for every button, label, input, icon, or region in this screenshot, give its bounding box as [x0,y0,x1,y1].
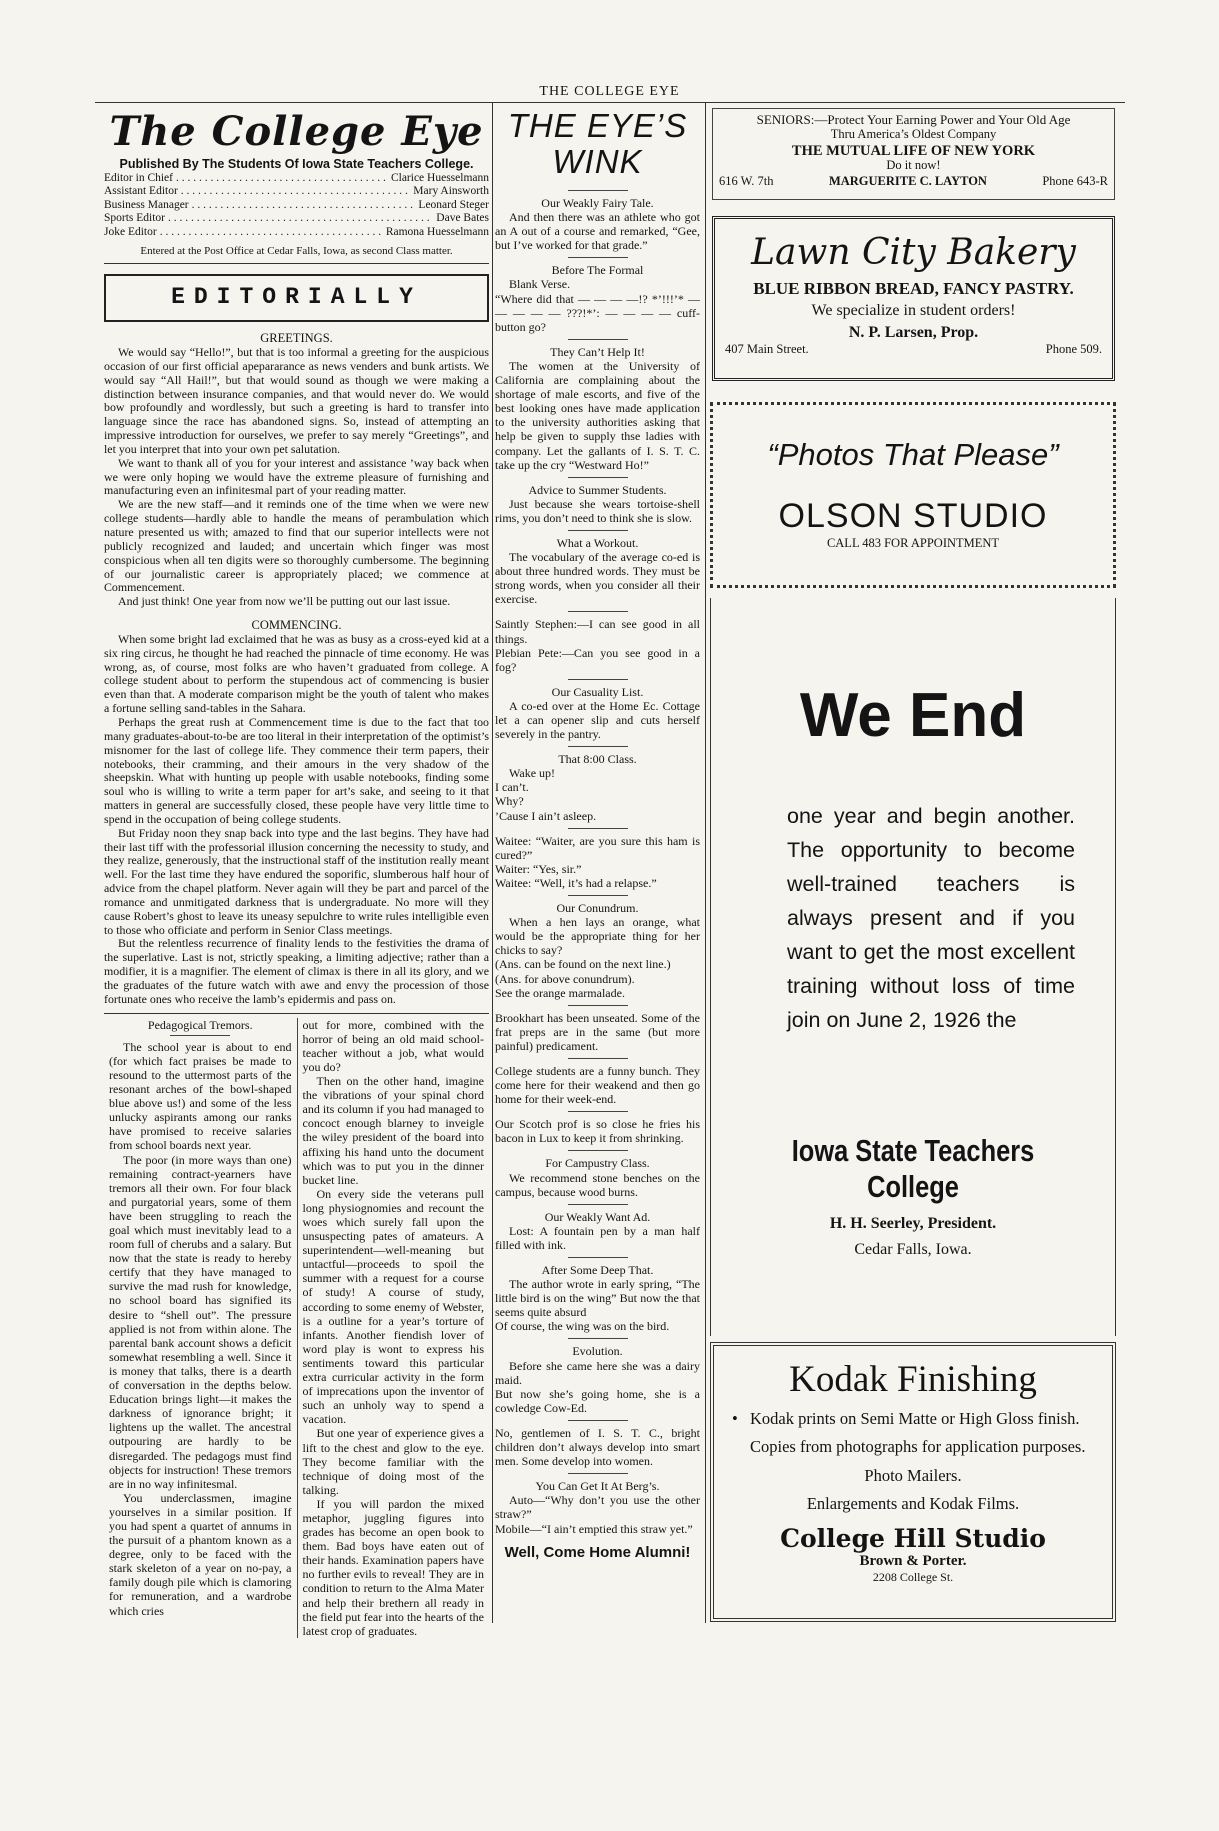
wink-item-title: Our Weakly Want Ad. [544,1209,651,1224]
staff-name: Leonard Steger [418,198,489,211]
wink-item-line: Brookhart has been unseated. Some of the frat preps are in the same (but more painful) predicament. [495,1010,700,1053]
staff-name: Ramona Huesselmann [385,225,489,238]
entry-notice: Entered at the Post Office at Cedar Falls, Iowa, as second Class matter. [104,245,489,264]
wink-item-title: Evolution. [572,1344,623,1359]
mutual-phone: Phone 643-R [1042,174,1108,188]
kodak-ad [710,1342,1116,1622]
wink-item-line: Mobile—“I ain’t emptied this straw yet.” [495,1521,693,1536]
wink-item-line: A co-ed over at the Home Ec. Cottage let a can opener slip and cuts herself severely in the pantry. [495,698,700,742]
commencing-title: COMMENCING. [251,618,342,633]
wink-item [495,752,700,822]
wink-item-line: ’Cause I ain’t asleep. [495,808,597,823]
kodak-line1 [732,1408,1094,1430]
greetings-paragraph: We are the new staff—and it reminds one of the time when we were new college students—hardly able to handle the means of perambulation which nature presented us with; amazed to find that our superior intellects were not publicly recognized and lauded; and uncertain which finger was most conspicious when all ten digits were so thoroughly cumbersome. The beginning of our journalistic career is appropriately placed; we commence at Commencement. [104,497,489,595]
wink-item [495,617,700,673]
mutual-address: 616 W. 7th [719,174,774,188]
wink-item-line: “Where did that — — — —!? *’!!!’* — — — — — ???!*’: — — — — cuff-button go? [495,291,700,334]
bakery-ad [712,216,1115,381]
staff-role: Joke Editor [104,225,157,238]
staff-role: Sports Editor [104,212,166,225]
leader-dots [192,199,416,213]
wink-item [495,901,700,1000]
college-name: Iowa State Teachers College [791,1133,1035,1204]
wink-item [495,1117,700,1145]
editorial-column [104,108,489,1638]
bakery-phone: Phone 509. [1045,342,1102,356]
wink-item-title: They Can’t Help It! [550,344,645,359]
kodak-address: 2208 College St. [872,1570,954,1584]
wink-item [495,685,700,741]
wink-item-line: We recommend stone benches on the campus, because wood burns. [495,1170,700,1199]
college-city: Cedar Falls, Iowa. [854,1241,972,1258]
staff-row [104,185,489,199]
wink-item-line: Saintly Stephen:—I can see good in all things. [495,617,700,646]
divider [568,530,628,531]
olson-studio-ad [710,402,1116,588]
wink-item [495,1263,700,1333]
bakery-name: Lawn City Bakery [751,232,1076,273]
eyes-wink-column [495,108,700,1560]
olson-slogan: “Photos That Please” [767,437,1059,472]
wink-item-line: The vocabulary of the average co-ed is about three hundred words. They must be strong words, when you consider all their exercise. [495,550,700,607]
greetings-body [104,346,489,609]
divider [568,1058,628,1059]
staff-row [104,199,489,213]
tremors-paragraph: The poor (in more ways than one) remaining contract-yearners have tremors all their own. For four black and purgatorial years, some of them have been struggling to reach the goal which must inevitably lead to a room full of cherubs and a salary. But now that the state is ready to hereby certify that they have managed to survive the mad rush for knowledge, no school board has signified its desire to “shell out”. The pressure applied is not from within alone. The parental bank account shows a deficit somewhat resembling a well. Since it is money that talks, there is a dearth of conversation in the depths below. Education brings light—it makes the darkness of ignorance bright; it lightens up the wallet. The ancestral outpouring are hardly to be disregarded. The pedagogs must find objects for instruction! These tremors are in no way infinitesmal. [109,1152,292,1491]
tremors-paragraph: You underclassmen, imagine yourselves in a similar position. If you had spent a quartet of annums in the pursuit of a phantom known as a degree, only to be faced with the stark skeleton of a year on no-pay, a family dough pile which is clamoring for remuneration, and a wardrobe which cries [109,1490,292,1618]
mutual-contact-row [719,174,1108,188]
wink-item-line: Waitee: “Waiter, are you sure this ham is cured?” [495,833,700,862]
greetings-paragraph: We want to thank all of you for your interest and assistance ’way back when we were only hoping we would have the extreme pleasure of furnishing and manufacturing even an infinitesmal part of your reading matter. [104,455,489,498]
divider [568,257,628,258]
wink-item-line: (Ans. can be found on the next line.) [495,957,671,972]
tremors-paragraph: On every side the veterans pull long physiognomies and recount the woes which surely fall upon the unsuspecting pates of amateurs. A superintendent—well-meaning but untactful—proceeds to spoil the summer with a request for a course of study! A course of study, according to some enemy of Webster, is a outline for a year’s torture of infants. Another fiendish lover of word play is wont to express his sentiments toward this particular extra curricular activity in the form of imprecations upon the inventor of such an unholy way to spend a vacation. [302,1186,484,1427]
college-president: H. H. Seerley, President. [829,1215,997,1232]
running-head: THE COLLEGE EYE [539,84,680,99]
college-ad [710,598,1116,1336]
wink-item-title: Our Conundrum. [556,901,639,916]
divider [568,679,628,680]
mutual-line2: Thru America’s Oldest Company [830,127,997,141]
staff-row [104,172,489,186]
commencing-paragraph: But Friday noon they snap back into type and the last begins. They have had their last tiff with the professorial illusion concerning the necessity to study, and they realize, generously, that the instructional staff of the institution really meant well. For the last time they have endured the soporific, slumberous half hour of advice from the chapel platform. Never again will they be part and parcel of the romance and unmitigated darkness that is undergraduate. No more will they cause Robert’s ghost to leave its uneasy sepulchre to write rules intelligible even to those who officiate and perform in Senior Class meetings. [104,825,489,937]
commencing-body [104,633,489,1007]
wink-item [495,1426,700,1468]
wink-items [495,196,700,1536]
kodak-owners: Brown & Porter. [859,1553,967,1569]
mutual-company: THE MUTUAL LIFE OF NEW YORK [791,143,1036,159]
wink-item-line: Waiter: “Yes, sir.” [495,861,582,876]
divider [568,477,628,478]
kodak-line2: Copies from photographs for application purposes. [750,1437,1086,1456]
divider [170,1035,230,1036]
staff-row [104,212,489,226]
divider [568,1111,628,1112]
wink-title-line1: THE EYE’S [507,107,688,144]
bakery-contact-row [725,342,1102,357]
wink-item-line: Plebian Pete:—Can you see good in a fog? [495,645,700,674]
tremors-title: Pedagogical Tremors. [147,1017,253,1032]
wink-item-title: For Campustry Class. [545,1156,650,1171]
mutual-life-ad [712,108,1115,200]
column-rule [492,103,493,1623]
wink-item-title: Our Casuality List. [551,684,644,699]
wink-item [495,1156,700,1198]
commencing-paragraph: But the relentless recurrence of finality lends to the festivities the drama of the superlative. Last is not, strictly speaking, a limiting adjective; rather than a modifier, it is a magnifier. The element of climax is there in all its glory, and we the graduates of the future watch with awe and envy the procession of those fortunate ones who receive the lamb’s epidermis and pass on. [104,936,489,1006]
divider [568,1005,628,1006]
olson-name: OLSON STUDIO [778,497,1048,535]
wink-item-line: Of course, the wing was on the bird. [495,1319,670,1334]
divider [568,1473,628,1474]
wink-item [495,196,700,252]
wink-item-line: (Ans. for above conundrum). [495,971,635,986]
leader-dots [168,212,433,226]
closing-line: Well, Come Home Alumni! [504,1543,691,1561]
mutual-line1: SENIORS:—Protect Your Earning Power and Your Old Age [756,112,1071,127]
wink-item-line: I can’t. [495,780,529,795]
wink-item [495,536,700,606]
divider [568,611,628,612]
wink-item [495,1344,700,1414]
wink-item-line: Wake up! [509,766,556,781]
masthead-publisher: Published By The Students Of Iowa State Teachers College. [119,157,474,171]
wink-item-line: College students are a funny bunch. They come here for their weakend and then go home for their week-end. [495,1063,700,1107]
tremors-paragraph: But one year of experience gives a lift to the chest and glow to the eye. They become familiar with the technique of doing most of the talking. [302,1426,484,1497]
bakery-address: 407 Main Street. [725,342,809,356]
wink-item-line: Why? [495,794,524,809]
staff-name: Mary Ainsworth [413,185,489,198]
wink-item-title: You Can Get It At Berg’s. [535,1479,660,1494]
tremors-article [104,1013,489,1638]
leader-dots [160,226,383,240]
divider [568,895,628,896]
staff-role: Business Manager [104,198,189,211]
divider [568,1204,628,1205]
olson-call: CALL 483 FOR APPOINTMENT [826,536,1000,550]
kodak-studio: College Hill Studio [780,1524,1046,1553]
wink-item-title: Advice to Summer Students. [528,482,667,497]
kodak-headline: Kodak Finishing [789,1359,1037,1400]
kodak-line4: Enlargements and Kodak Films. [806,1494,1020,1513]
leader-dots [181,185,410,199]
wink-item-line: And then there was an athlete who got an A out of a course and remarked, “Gee, but I’ve worked for that grade.” [495,210,700,253]
bullet: • [732,1409,738,1428]
wink-item-line: See the orange marmalade. [495,985,625,1000]
masthead-title: The College Eye [109,108,484,155]
staff-role: Editor in Chief [104,171,173,184]
tremors-paragraph: out for more, combined with the horror of being an old maid school-teacher without a job, what would you do? [302,1017,484,1074]
mutual-agent: MARGUERITE C. LAYTON [828,174,987,188]
tremors-right-column [297,1018,490,1638]
wink-item-line: Blank Verse. [509,277,571,292]
tremors-right-text [303,1018,485,1638]
wink-item [495,1479,700,1535]
staff-role: Assistant Editor [104,185,178,198]
column-rule [705,103,706,1623]
commencing-paragraph: When some bright lad exclaimed that he was as busy as a cross-eyed kid at a six ring circus, he thought he had reached the pinnacle of time economy. He was wrong, as, of course, most folks are who haven’t graduated from college. A college student about to perform the stupendous act of commencing is busier even than that. A moderate comparison might be the youth of talent who makes a fortune selling sand-tables in the Sahara. [104,631,489,716]
bakery-tagline: BLUE RIBBON BREAD, FANCY PASTRY. [753,279,1074,298]
wink-item-line: No, gentlemen of I. S. T. C., bright children don’t always develop into smart men. Some develop into women. [495,1425,700,1469]
divider [568,828,628,829]
wink-item-line: When a hen lays an orange, what would be the appropriate thing for her chicks to say? [495,915,700,958]
wink-item-title: Before The Formal [551,263,644,278]
wink-item-title: That 8:00 Class. [558,752,637,767]
tremors-paragraph: The school year is about to end (for which fact praises be made to resound to the uttermost parts of the resonant arches of the bowl-shaped blue above us!) and some of the less unlucky aspirants among our ranks have promised to receive salaries from school boards next year. [109,1039,292,1153]
commencing-paragraph: Perhaps the great rush at Commencement time is due to the fact that too many graduates-about-to-be are too literal in their interpretation of the optimist’s misnomer for the last of college life. They commence their term papers, their notebooks, their cramming, and their amours in the very shadow of the sheepskin. What with hunting up people with usable notebooks, finding some soul who is willing to write a term paper for art’s sake, and seeing to it that matters in general are successfully closed, these people have very little time to spend in the occupation of being college students. [104,714,489,826]
wink-item-line: But now she’s going home, she is a cowledge Cow-Ed. [495,1386,700,1415]
college-body: one year and begin another. The opportunity to become well-trained teachers is always present and if you want to get the most excellent training without loss of time join on June 2, 1926 the [787,804,1075,1032]
wink-item [495,345,700,472]
editorially-banner: EDITORIALLY [104,274,489,322]
bakery-orders: We specialize in student orders! [811,302,1016,319]
wink-item [495,263,700,333]
staff-name: Clarice Huesselmann [390,171,489,184]
tremors-paragraph: If you will pardon the mixed metaphor, juggling figures into grades has become an open book to them. Bad boys have eaten out of their hands. Examination papers have no further evils to reveal! They are in condition to return to the Alma Mater and help their brethern all ready in the field put fear into the hearts of the latest crop of graduates. [302,1496,484,1638]
college-headline: We End [799,681,1027,750]
wink-item-title: What a Workout. [556,535,639,550]
divider [568,1257,628,1258]
greetings-paragraph: We would say “Hello!”, but that is too informal a greeting for the auspicious occasion of our first official apepararance as news venders and bunk artists. We would say “All Hail!”, but that would sound as though we were making a distinction between insurance companies, and that would never do. We would bow profoundly and wordlessly, but such a greeting is hard to transfer into language since the race has abandoned signs. So, instead of attempting an impressive introduction for ourselves, we prefer to say merely “Greetings”, and let you interpret that into your own pet salutation. [104,345,489,456]
wink-item-line: The women at the University of California are complaining about the shortage of male escorts, and five of the best looking ones have made application to the university authorities asking that help be given to supply thse ladies with company. Let the gallants of I. S. T. C. take up the cry “Westward Ho!” [495,358,700,472]
wink-item [495,834,700,890]
kodak-line1-text: Kodak prints on Semi Matte or High Gloss finish. [750,1409,1080,1428]
divider [568,1338,628,1339]
wink-item [495,1064,700,1106]
divider [568,746,628,747]
tremors-left-column [104,1018,297,1638]
tremors-paragraph: Then on the other hand, imagine the vibrations of your spinal chord and its column if you had managed to concoct enough blarney to inveigle the wiley president of the board into affixing his hand unto the document which was to put you in the dinner bucket line. [302,1074,484,1187]
top-rule [95,102,1125,103]
staff-name: Dave Bates [436,212,489,225]
wink-item-title: Our Weakly Fairy Tale. [541,196,654,210]
wink-title-line2: WINK [552,143,643,180]
wink-item-line: Just because she wears tortoise-shell rims, you don’t need to think she is slow. [495,496,700,525]
wink-item-title: After Some Deep That. [541,1263,654,1277]
wink-item-line: Our Scotch prof is so close he fries his bacon in Lux to keep it from shrinking. [495,1117,700,1146]
divider [568,339,628,340]
wink-item-line: Auto—“Why don’t you use the other straw?” [495,1493,700,1522]
bakery-prop: N. P. Larsen, Prop. [848,324,979,341]
tremors-left-text [109,1040,292,1618]
kodak-line3: Photo Mailers. [864,1466,962,1485]
staff-row [104,226,489,240]
wink-item-line: The author wrote in early spring, “The little bird is on the wing” But now the that seems quite absurd [495,1277,700,1320]
staff-list [104,172,489,240]
greetings-paragraph: And just think! One year from now we’ll be putting out our last issue. [118,594,451,609]
divider [568,190,628,191]
divider [568,1420,628,1421]
wink-item [495,483,700,525]
wink-item-line: Lost: A fountain pen by a man half filled with ink. [495,1223,700,1252]
greetings-title: GREETINGS. [260,331,333,346]
wink-item [495,1210,700,1252]
mutual-cta: Do it now! [886,158,941,172]
wink-item-line: Waitee: “Well, it’s had a relapse.” [495,875,657,890]
leader-dots [176,172,388,186]
divider [568,1150,628,1151]
wink-item-line: Before she came here she was a dairy maid. [495,1358,700,1387]
wink-item [495,1011,700,1053]
